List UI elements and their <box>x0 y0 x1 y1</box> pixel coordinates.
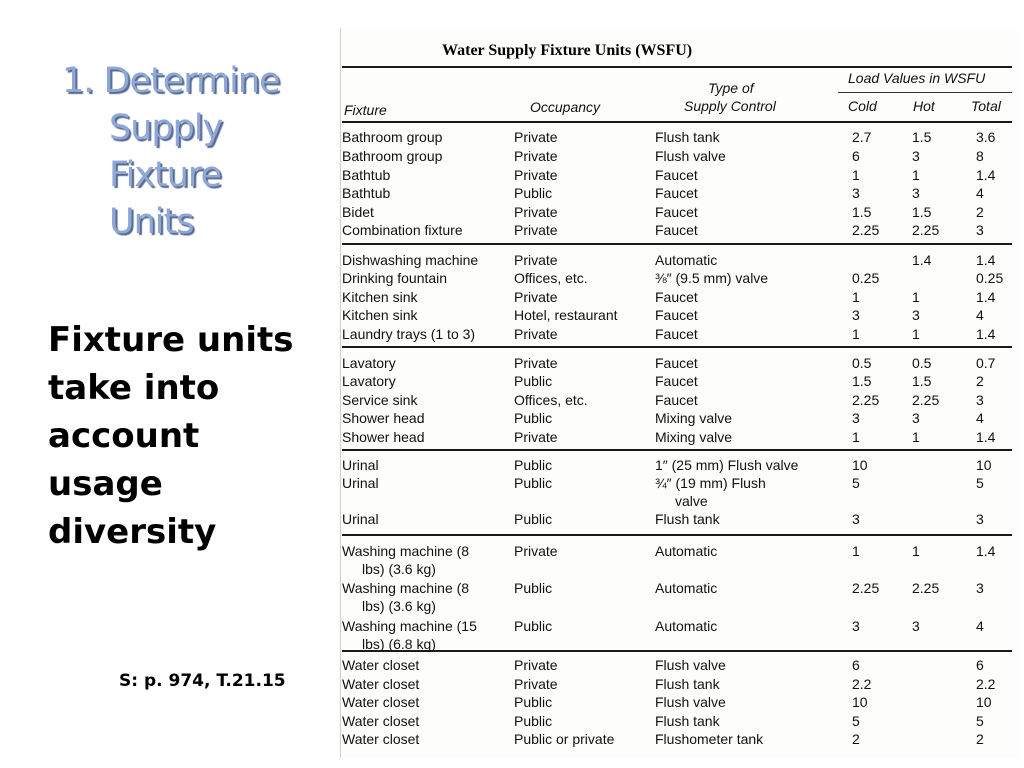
cell-hot: 1 <box>912 326 920 342</box>
cell-fixture: Bathtub <box>342 185 391 201</box>
cell-total: 1.4 <box>976 167 996 183</box>
cell-occupancy: Private <box>514 167 558 183</box>
cell-cold: 2.25 <box>852 222 880 238</box>
cell-control-line: ¾″ (19 mm) Flush <box>655 475 766 491</box>
cell-hot: 3 <box>912 307 920 323</box>
cell-fixture: Shower head <box>342 429 425 445</box>
cell-supply-control: Faucet <box>655 307 698 323</box>
cell-cold: 0.25 <box>852 270 880 286</box>
group-rule <box>342 534 1012 536</box>
cell-total: 10 <box>976 457 992 473</box>
cell-fixture: Bathroom group <box>342 129 443 145</box>
wsfu-table-scan <box>338 28 1018 758</box>
cell-cold: 10 <box>852 694 868 710</box>
cell-supply-control: Faucet <box>655 392 698 408</box>
note-line: account <box>48 416 200 456</box>
cell-supply-control: Flush tank <box>655 713 720 729</box>
cell-occupancy: Private <box>514 326 558 342</box>
cell-cold: 1.5 <box>852 373 872 389</box>
cell-fixture <box>342 579 469 615</box>
cell-occupancy: Public <box>514 511 553 527</box>
cell-fixture <box>342 542 469 578</box>
cell-hot: 1.5 <box>912 204 932 220</box>
note-line: take into <box>48 368 220 408</box>
cell-fixture-line: lbs) (6.8 kg) <box>362 636 436 652</box>
cell-fixture-line: lbs) (3.6 kg) <box>362 561 436 577</box>
cell-fixture: Drinking fountain <box>342 270 448 286</box>
cell-total: 3 <box>976 580 984 596</box>
cell-occupancy: Public or private <box>514 731 615 747</box>
cell-fixture: Urinal <box>342 475 379 491</box>
cell-total: 1.4 <box>976 326 996 342</box>
header-type-line2: Supply Control <box>684 98 776 114</box>
cell-hot: 1.5 <box>912 129 932 145</box>
group-rule <box>342 243 1012 245</box>
cell-supply-control: Faucet <box>655 289 698 305</box>
cell-fixture: Bidet <box>342 204 374 220</box>
cell-fixture: Water closet <box>342 713 420 729</box>
cell-cold: 1.5 <box>852 204 872 220</box>
cell-total: 8 <box>976 148 984 164</box>
cell-supply-control: Flush valve <box>655 694 726 710</box>
cell-cold: 2.25 <box>852 392 880 408</box>
header-cold: Cold <box>848 98 877 114</box>
slide-title-line: 1. Determine <box>62 61 280 101</box>
cell-occupancy: Private <box>514 204 558 220</box>
cell-fixture-line: Washing machine (15 <box>342 618 477 634</box>
table-title: Water Supply Fixture Units (WSFU) <box>442 42 693 59</box>
cell-occupancy: Private <box>514 676 558 692</box>
cell-supply-control: Faucet <box>655 326 698 342</box>
cell-fixture: Kitchen sink <box>342 307 418 323</box>
cell-control-line: valve <box>675 493 708 509</box>
cell-fixture: Water closet <box>342 657 420 673</box>
cell-fixture: Combination fixture <box>342 222 463 238</box>
slide-title-line: Fixture <box>109 155 222 195</box>
cell-cold: 3 <box>852 410 860 426</box>
group-rule <box>342 346 1012 348</box>
cell-cold: 0.5 <box>852 355 872 371</box>
cell-supply-control <box>655 474 766 510</box>
cell-supply-control: Flush tank <box>655 676 720 692</box>
cell-fixture <box>342 617 477 653</box>
cell-fixture-line: Washing machine (8 <box>342 580 470 596</box>
cell-occupancy: Private <box>514 289 558 305</box>
cell-occupancy: Public <box>514 373 553 389</box>
note-line: Fixture units <box>48 320 294 360</box>
header-load-values: Load Values in WSFU <box>848 70 986 86</box>
cell-total: 4 <box>976 185 984 201</box>
cell-cold: 3 <box>852 511 860 527</box>
cell-fixture: Lavatory <box>342 355 396 371</box>
cell-total: 1.4 <box>976 429 996 445</box>
cell-supply-control: Faucet <box>655 185 698 201</box>
load-group-rule <box>838 92 1012 93</box>
cell-hot: 3 <box>912 185 920 201</box>
cell-supply-control: Flush tank <box>655 129 720 145</box>
cell-cold: 1 <box>852 167 860 183</box>
cell-fixture-line: Washing machine (8 <box>342 543 470 559</box>
cell-cold: 3 <box>852 307 860 323</box>
cell-supply-control: Automatic <box>655 252 718 268</box>
header-total: Total <box>971 98 1001 114</box>
cell-hot: 0.5 <box>912 355 932 371</box>
cell-total: 3 <box>976 511 984 527</box>
cell-fixture: Water closet <box>342 676 420 692</box>
cell-supply-control: Faucet <box>655 373 698 389</box>
cell-hot: 3 <box>912 618 920 634</box>
cell-fixture: Bathtub <box>342 167 391 183</box>
cell-total: 5 <box>976 475 984 491</box>
slide-title-line: Supply <box>109 108 223 148</box>
fixture-units-note <box>48 316 338 556</box>
header-hot: Hot <box>913 98 935 114</box>
cell-total: 1.4 <box>976 289 996 305</box>
cell-total: 0.7 <box>976 355 996 371</box>
cell-supply-control: Automatic <box>655 618 718 634</box>
cell-hot: 1 <box>912 289 920 305</box>
cell-hot: 1.5 <box>912 373 932 389</box>
cell-supply-control: Mixing valve <box>655 429 733 445</box>
cell-supply-control: Automatic <box>655 543 718 559</box>
cell-cold: 5 <box>852 475 860 491</box>
cell-supply-control: 1″ (25 mm) Flush valve <box>655 457 799 473</box>
cell-total: 2.2 <box>976 676 996 692</box>
cell-supply-control: Mixing valve <box>655 410 733 426</box>
cell-total: 2 <box>976 731 984 747</box>
cell-occupancy: Public <box>514 185 553 201</box>
cell-hot: 2.25 <box>912 222 940 238</box>
cell-occupancy: Private <box>514 148 558 164</box>
cell-fixture: Water closet <box>342 694 420 710</box>
slide-title-line: Units <box>109 202 194 242</box>
cell-hot: 1 <box>912 543 920 559</box>
cell-total: 2 <box>976 373 984 389</box>
note-line: usage <box>48 464 163 504</box>
cell-cold: 1 <box>852 429 860 445</box>
cell-fixture: Kitchen sink <box>342 289 418 305</box>
cell-occupancy: Private <box>514 429 558 445</box>
cell-cold: 3 <box>852 618 860 634</box>
cell-occupancy: Public <box>514 618 553 634</box>
cell-hot: 1 <box>912 167 920 183</box>
cell-hot: 1.4 <box>912 252 932 268</box>
header-occupancy: Occupancy <box>530 99 601 115</box>
cell-occupancy: Private <box>514 543 558 559</box>
cell-fixture: Laundry trays (1 to 3) <box>342 326 476 342</box>
source-reference: S: p. 974, T.21.15 <box>119 671 286 691</box>
note-line: diversity <box>48 512 217 552</box>
cell-supply-control: Faucet <box>655 204 698 220</box>
cell-occupancy: Private <box>514 129 558 145</box>
cell-fixture: Bathroom group <box>342 148 443 164</box>
cell-supply-control: Faucet <box>655 355 698 371</box>
cell-cold: 6 <box>852 657 860 673</box>
cell-cold: 3 <box>852 185 860 201</box>
cell-fixture: Water closet <box>342 731 420 747</box>
cell-total: 1.4 <box>976 252 996 268</box>
cell-fixture: Dishwashing machine <box>342 252 479 268</box>
cell-occupancy: Private <box>514 252 558 268</box>
cell-occupancy: Offices, etc. <box>514 392 588 408</box>
cell-hot: 3 <box>912 410 920 426</box>
cell-supply-control: Faucet <box>655 222 698 238</box>
cell-supply-control: Flushometer tank <box>655 731 764 747</box>
cell-supply-control: Flush valve <box>655 657 726 673</box>
cell-cold: 1 <box>852 289 860 305</box>
cell-fixture: Lavatory <box>342 373 396 389</box>
cell-occupancy: Public <box>514 410 553 426</box>
cell-fixture: Urinal <box>342 457 379 473</box>
cell-hot: 2.25 <box>912 392 940 408</box>
cell-fixture-line: lbs) (3.6 kg) <box>362 598 436 614</box>
cell-supply-control: Automatic <box>655 580 718 596</box>
cell-hot: 2.25 <box>912 580 940 596</box>
scan-edge <box>340 28 341 758</box>
cell-total: 4 <box>976 410 984 426</box>
cell-fixture: Shower head <box>342 410 425 426</box>
cell-fixture: Service sink <box>342 392 418 408</box>
cell-supply-control: Faucet <box>655 167 698 183</box>
cell-cold: 1 <box>852 326 860 342</box>
header-type-line1: Type of <box>708 80 754 96</box>
slide-title <box>62 58 332 246</box>
cell-occupancy: Public <box>514 694 553 710</box>
cell-cold: 2.25 <box>852 580 880 596</box>
cell-cold: 5 <box>852 713 860 729</box>
table-top-rule <box>342 66 1012 68</box>
cell-fixture: Urinal <box>342 511 379 527</box>
cell-occupancy: Private <box>514 355 558 371</box>
cell-total: 10 <box>976 694 992 710</box>
group-rule <box>342 449 1012 451</box>
cell-supply-control: Flush valve <box>655 148 726 164</box>
cell-hot: 3 <box>912 148 920 164</box>
cell-cold: 2.2 <box>852 676 872 692</box>
header-bottom-rule <box>342 121 1012 123</box>
cell-total: 5 <box>976 713 984 729</box>
cell-cold: 2 <box>852 731 860 747</box>
cell-hot: 1 <box>912 429 920 445</box>
cell-cold: 6 <box>852 148 860 164</box>
header-fixture: Fixture <box>344 102 387 118</box>
cell-total: 1.4 <box>976 543 996 559</box>
cell-occupancy: Private <box>514 657 558 673</box>
cell-cold: 1 <box>852 543 860 559</box>
cell-supply-control: ⅜″ (9.5 mm) valve <box>655 270 769 286</box>
cell-total: 3.6 <box>976 129 996 145</box>
cell-occupancy: Public <box>514 475 553 491</box>
cell-occupancy: Public <box>514 713 553 729</box>
cell-total: 3 <box>976 392 984 408</box>
cell-total: 0.25 <box>976 270 1004 286</box>
cell-occupancy: Offices, etc. <box>514 270 588 286</box>
cell-total: 2 <box>976 204 984 220</box>
cell-cold: 2.7 <box>852 129 872 145</box>
cell-cold: 10 <box>852 457 868 473</box>
cell-total: 3 <box>976 222 984 238</box>
cell-total: 4 <box>976 618 984 634</box>
cell-occupancy: Hotel, restaurant <box>514 307 618 323</box>
cell-total: 6 <box>976 657 984 673</box>
cell-occupancy: Public <box>514 580 553 596</box>
cell-total: 4 <box>976 307 984 323</box>
cell-occupancy: Public <box>514 457 553 473</box>
cell-occupancy: Private <box>514 222 558 238</box>
cell-supply-control: Flush tank <box>655 511 720 527</box>
